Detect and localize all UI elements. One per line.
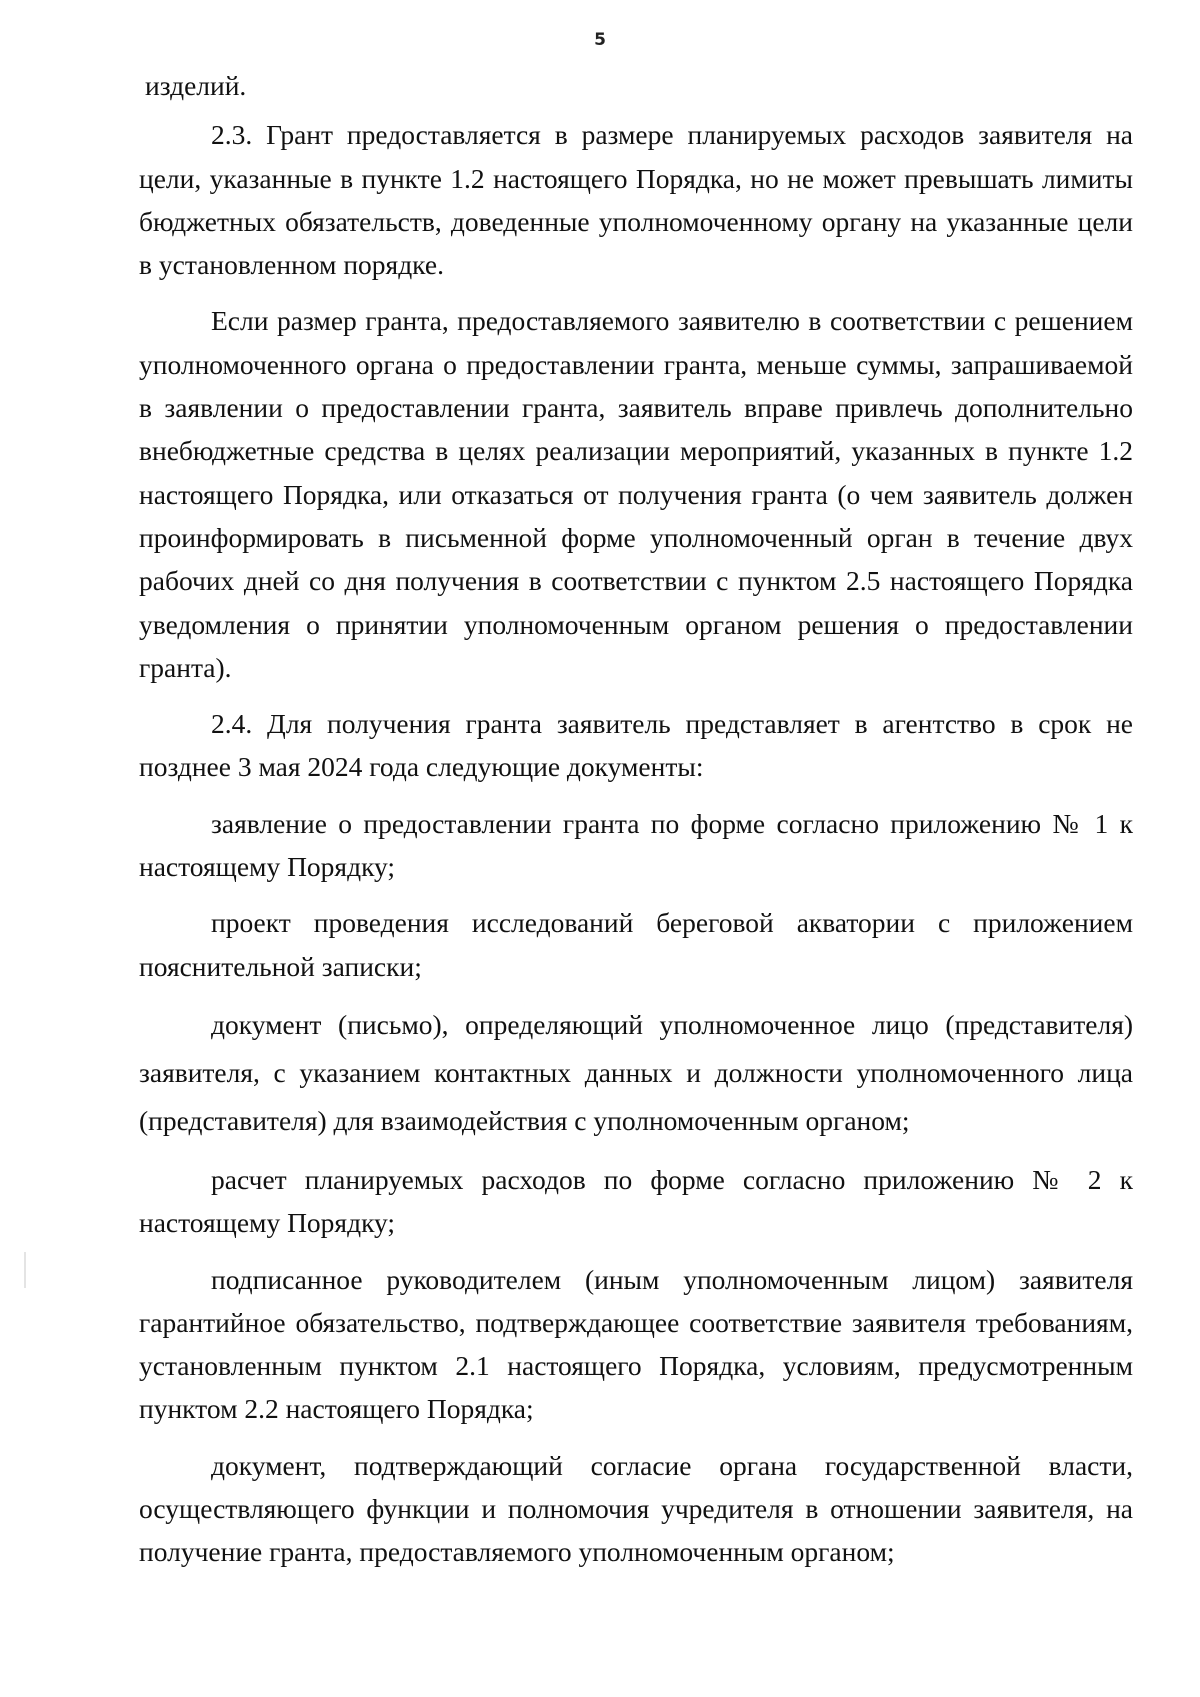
paragraph-grant-size: Если размер гранта, предоставляемого заявителю в соответствии с решением уполномоченного органа о предоставлении гранта, меньше суммы, запрашиваемой в заявлении о предоставлении гранта, заявитель вправе привлечь дополнительно внебюджетные средства в целях реализации мероприятий, указанных в пункте 1.2 настоящего Порядка, или отказаться от получения гранта (о чем заявитель должен проинформировать в письменной форме уполномоченный орган в течение двух рабочих дней со дня получения в соответствии с пунктом 2.5 настоящего Порядка уведомления о принятии уполномоченным органом решения о предоставлении гранта). xyxy=(139,305,1133,683)
scan-margin-mark xyxy=(24,1252,26,1288)
list-item-founder-consent: документ, подтверждающий согласие органа государственной власти, осуществляющего функции и полномочия учредителя в отношении заявителя, на получение гранта, предоставляемого уполномоченным органом; xyxy=(139,1449,1133,1568)
paragraph-continuation: изделий. xyxy=(145,70,247,101)
list-item-research-project: проект проведения исследований береговой акватории с приложением пояснительной записки; xyxy=(139,907,1133,982)
list-item-expense-calculation: расчет планируемых расходов по форме согласно приложению № 2 к настоящему Порядку; xyxy=(139,1163,1133,1239)
list-item-guarantee-obligation: подписанное руководителем (иным уполномоченным лицом) заявителя гарантийное обязательство, подтверждающее соответствие заявителя требованиям, установленным пунктом 2.1 настоящего Порядка, условиям, предусмотренным пунктом 2.2 настоящего Порядка; xyxy=(139,1263,1133,1425)
document-body xyxy=(139,64,1133,1574)
paragraph-2-3: 2.3. Грант предоставляется в размере планируемых расходов заявителя на цели, указанные в пункте 1.2 настоящего Порядка, но не может превышать лимиты бюджетных обязательств, доведенные уполномоченному органу на указанные цели в установленном порядке. xyxy=(139,119,1133,281)
paragraph-2-4: 2.4. Для получения гранта заявитель представляет в агентство в срок не позднее 3 мая 2024 года следующие документы: xyxy=(139,708,1133,783)
list-item-representative-letter: документ (письмо), определяющий уполномоченное лицо (представителя) заявителя, с указанием контактных данных и должности уполномоченного лица (представителя) для взаимодействия с уполномоченным органом; xyxy=(139,1008,1133,1136)
page-number: 5 xyxy=(594,30,606,50)
list-item-application: заявление о предоставлении гранта по форме согласно приложению № 1 к настоящему Порядку; xyxy=(139,807,1133,883)
